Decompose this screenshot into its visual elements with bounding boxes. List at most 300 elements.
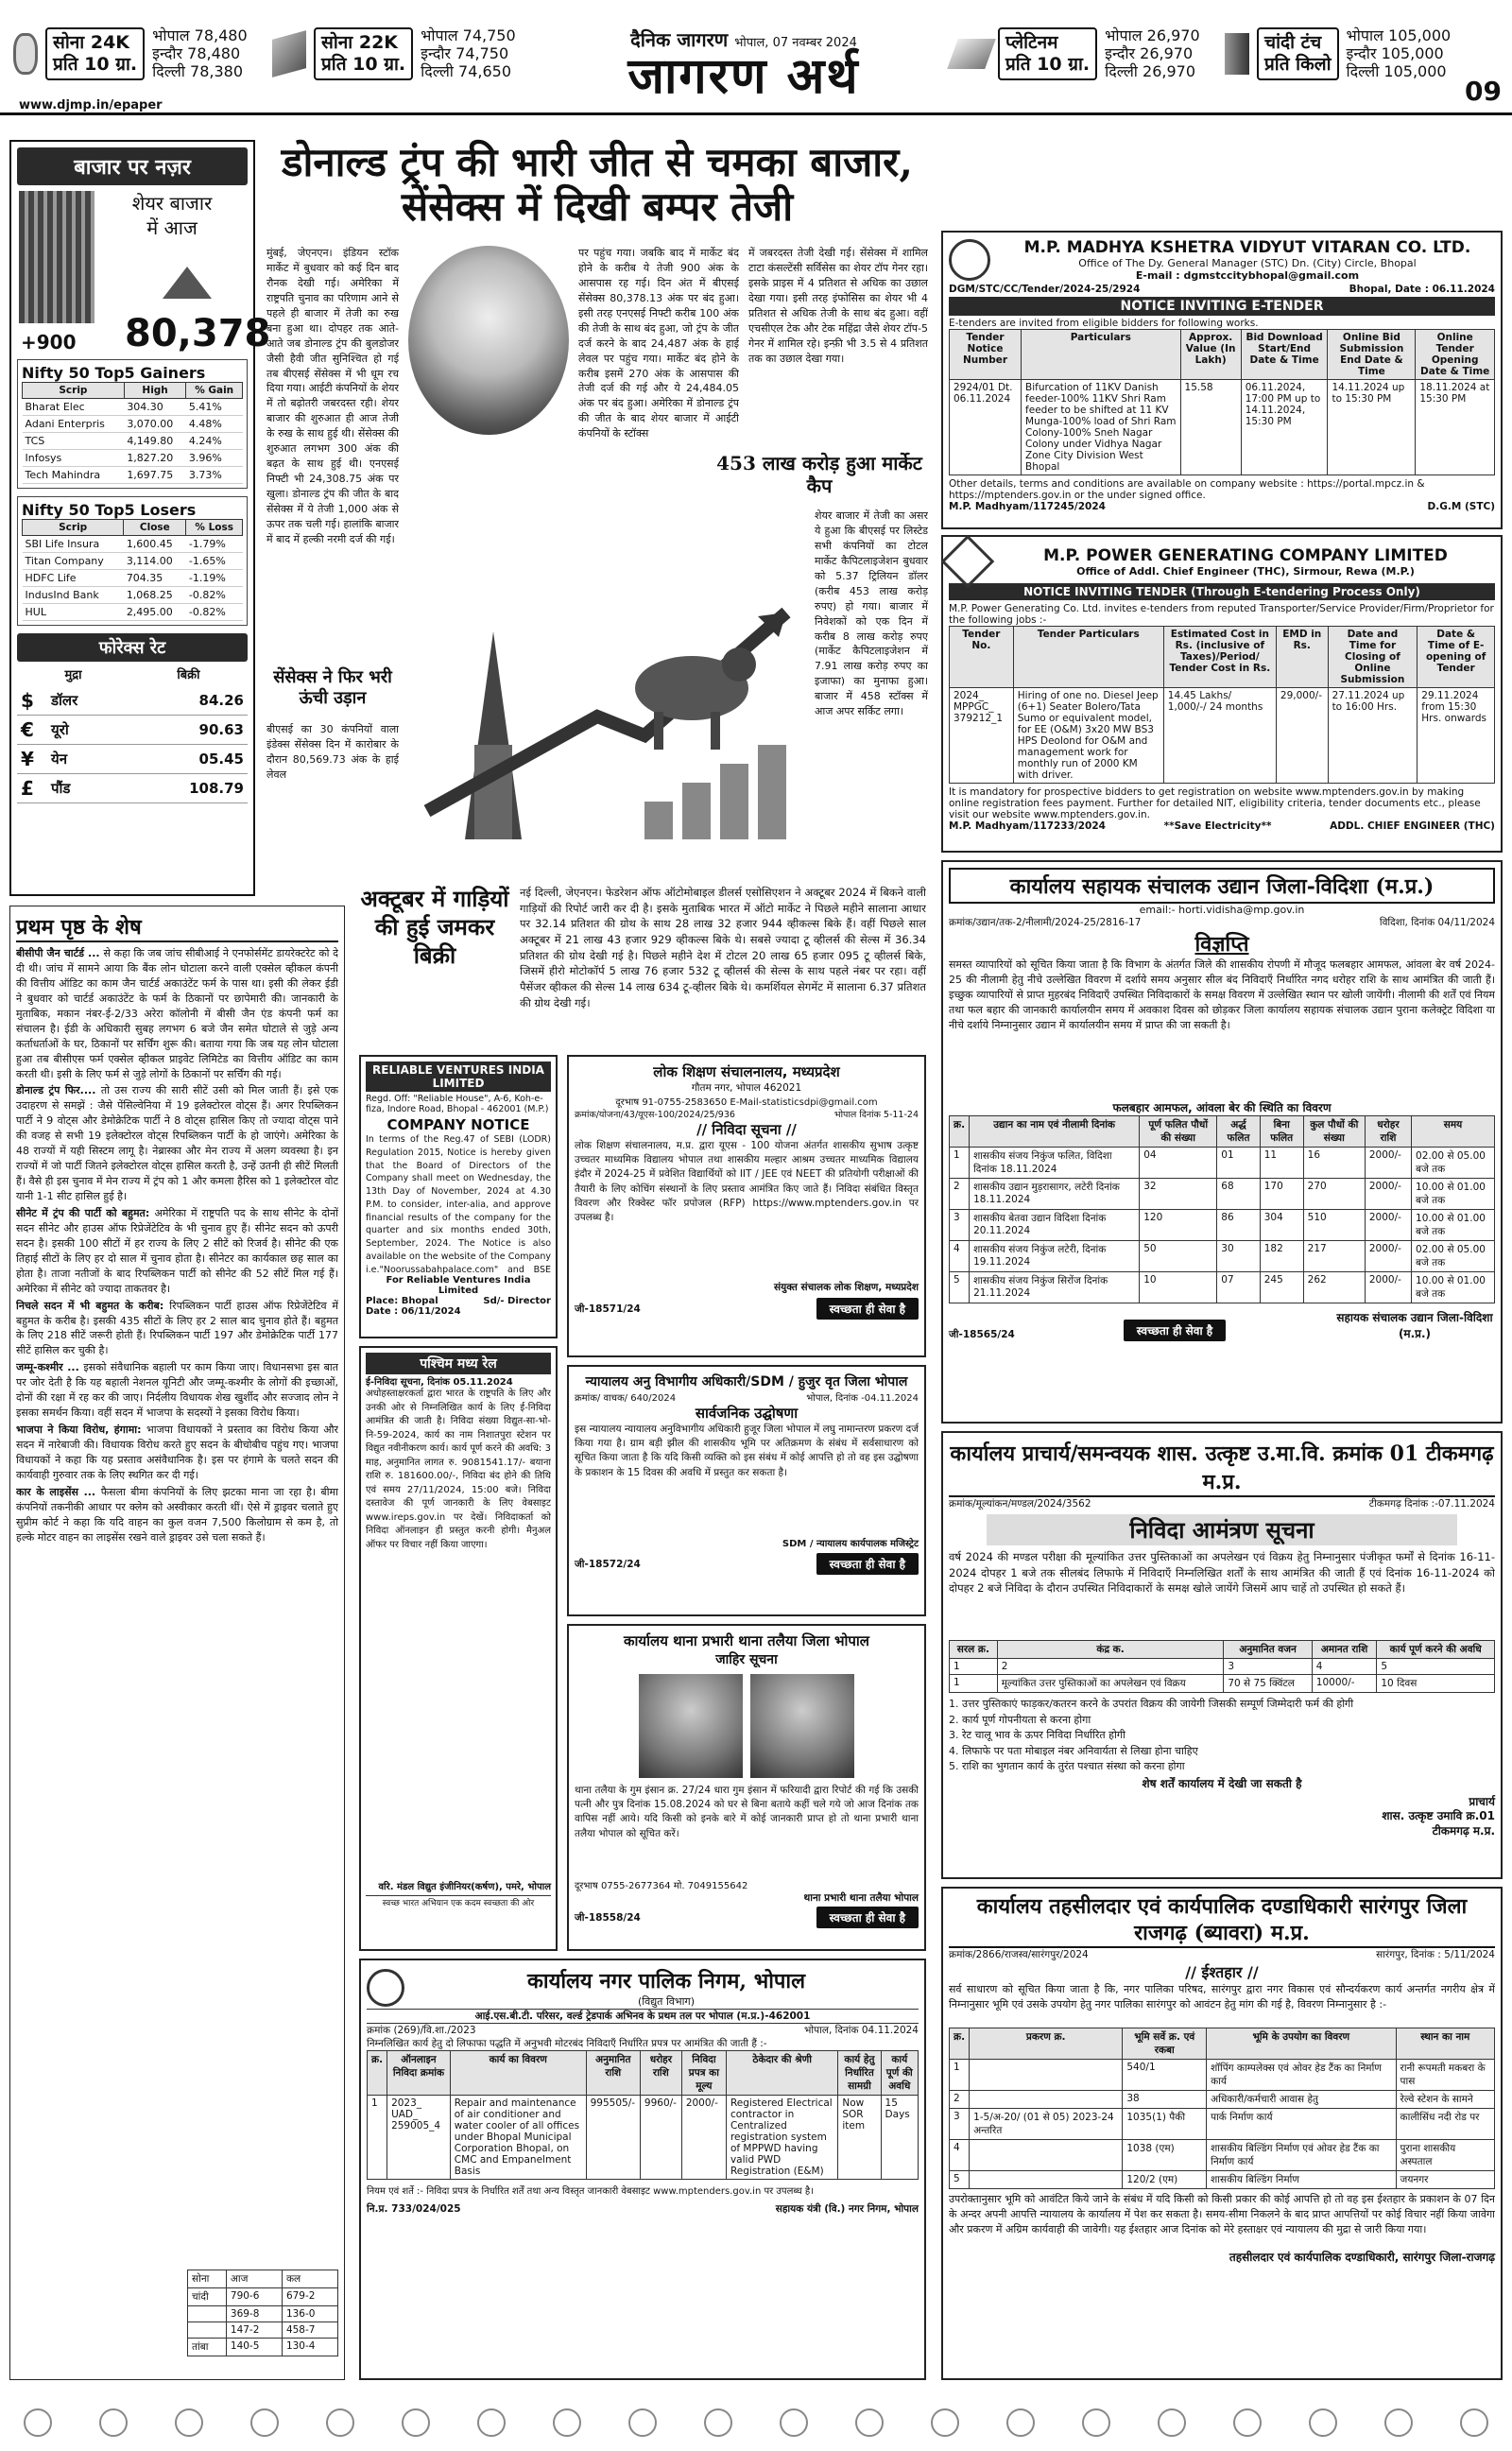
- table-cell: 10000/-: [1312, 1675, 1377, 1693]
- table-cell: 3: [950, 1210, 970, 1241]
- ad-tikamgarh: कार्यालय प्राचार्य/समन्वयक शास. उत्कृष्ट उ.मा.वि. क्रमांक 01 टीकमगढ़ म.प्र. क्रमांक/मूल्यांकन/मण्डल/2024/3562 टीकमगढ़ दिनांक :-07.11.2024 निविदा आमंत्रण सूचना वर्ष 2024 की मण्डल परीक्षा की मूल्यांकित उत्तर पुस्तिकाओं का अपलेखन एवं विक्रय हेतु निम्नानुसार पंजीकृत फर्मों से दिनांक 16-11-2024 दोपहर 1 बजे तक सीलबंद लिफाफे में निविदाएँ निम्नलिखित शर्तों के साथ आमंत्रित की जाती हैं एवं दिनांक 16-11-2024 को दोपहर 2 बजे निविदा के दौरान उपस्थित निविदाकारों के समक्ष खोले जायेंगे जिसमें आप चाहें तो उपस्थित हो सकते हैं। सरल क्र. कंद्र क. अनुमानित वजन अमानत राशि कार्य पूर्ण करने की अवधि 1 2 3 4 5 1 मूल्यांकित उत्तर पुस्तिकाओं का अपलेखन एवं विक्रय 70 से 75 क्विंटल 10000/- 10 दिवस 1. उत्तर पुस्तिकाएं फाड़कर/कतरन करने के उपरांत विक्रय की जायेगी जिसकी सम्पूर्ण जिम्मेदारी फर्म की होगी 2. कार्य पूर्ण गोपनीयता से करना होगा 3. रेट चालू भाव के ऊपर निविदा निर्धारित होगी 4. लिफाफे पर पता मोबाइल नंबर अनिवार्यता से लिखा होना चाहिए 5. राशि का भुगतान कार्य के तुरंत पश्चात संस्था को करना होगा शेष शर्तें कार्यालय में देखी जा सकती है प्राचार्य शास. उत्कृष्ट उमावि क्र.01 टीकमगढ़ म.प्र.: [941, 1431, 1503, 1879]
- footer-disc-icon: [628, 2408, 657, 2437]
- table-cell: -1.65%: [186, 553, 243, 570]
- sarangpur-row: [950, 2060, 1495, 2091]
- continued-text: अमेरिका में राष्ट्रपति पद के साथ सीनेट के दोनों सदन सीनेट और हाउस ऑफ रिप्रेजेंटेटिव के भी चुनाव हुए हैं। सीनेट सदन को ऊपरी सदन है। इसकी 100 सीटों में हर राज्य के लिए 2 सीटें को रिजर्व है। सीनेट की एक तिहाई सीटों के लिए हर दो साल में चुनाव होता है। सीनेटर का कार्यकाल छह साल का होता है। ताजा नतीजों के बाद रिपब्लिकन पार्टी को सीनेट की 52 सीटें मिल गई हैं। अमेरिका में सीनेट को ज्यादा ताकतवर है।: [16, 1206, 338, 1295]
- table-cell: 2000/-: [1365, 1179, 1411, 1210]
- loser-row: [23, 553, 243, 570]
- forex-row: [17, 716, 248, 745]
- table-cell: 1: [950, 2060, 970, 2091]
- discom-row: [950, 380, 1495, 475]
- table-cell: कालीसिंध नदी रोड पर: [1396, 2109, 1494, 2140]
- table-cell: 27.11.2024 up to 16:00 Hrs.: [1328, 688, 1418, 784]
- table-header-cell: अर्द्ध फलित: [1217, 1116, 1260, 1148]
- continued-text: फैसला बीमा कंपनियों के लिए झटका माना जा रहा है। बीमा कंपनियों तकनीकी आधार पर क्लेम को अस्वीकार करती थीं। ऐसे में ड्राइवर चलाते हुए सुप्रीम कोर्ट ने कहा कि यदि वाहन का कुल वजन 7,500 किलोग्राम से कम है, तो हल्के मोटर वाहन का लाइसेंस रखने वाले ड्राइवर उसे चला सकते हैं।: [16, 1485, 338, 1544]
- table-header-row: [23, 383, 243, 399]
- ad-lok-shikshan: लोक शिक्षण संचालनालय, मध्यप्रदेश गौतम नगर, भोपाल 462021 दूरभाष 91-0755-2583650 E-Mail-statisticsdpi@gmail.com क्रमांक/योजना/43/यूएस-100/2024/25/936 भोपाल दिनांक 5-11-24 // निविदा सूचना // लोक शिक्षण संचालनालय, म.प्र. द्वारा यूएस - 100 योजना अंतर्गत शासकीय सुभाष उत्कृष्ट उच्चतर माध्यमिक विद्यालय भोपाल तथा शासकीय मल्हार आश्रम उच्चतर माध्यमिक विद्यालय इंदौर में 2024-25 में प्रवेशित विद्यार्थियों को IIT / JEE एवं NEET की प्रतियोगी परीक्षाओं की तैयारी के लिए कोचिंग संस्थानों के लिए प्रस्ताव आमंत्रित किए जाते हैं। निविदा संबंधित विस्तृत विवरण और रिक्वेस्ट फॉर प्रपोजल (RFP) https://www.mptenders.gov.in पर उपलब्ध है। संयुक्त संचालक लोक शिक्षण, मध्यप्रदेश जी-18571/24 स्वच्छता ही सेवा है: [567, 1055, 926, 1357]
- table-header-cell: % Loss: [186, 520, 243, 536]
- term-item: 5. राशि का भुगतान कार्य के तुरंत पश्चात संस्था को करना होगा: [949, 1760, 1185, 1772]
- auto-story: [359, 885, 926, 1045]
- supplement-title: जागरण अर्थ: [627, 47, 860, 105]
- udyan-row: [950, 1179, 1495, 1210]
- bull-graphic: [408, 575, 805, 849]
- table-cell: 147-2: [226, 2322, 282, 2339]
- table-cell: 1,068.25: [124, 587, 186, 604]
- continued-paragraph: [16, 1485, 338, 1545]
- table-cell: 217: [1303, 1241, 1365, 1272]
- table-cell: HUL: [23, 604, 124, 621]
- table-cell: 01: [1217, 1148, 1260, 1179]
- table-header-cell: धरोहर राशि: [1365, 1116, 1411, 1148]
- metal-platinum: प्लेटिनम प्रति 10 ग्रा. भोपाल 26,970 इन्दौर 26,970 दिल्ली 26,970: [953, 26, 1200, 81]
- commodity-row: [188, 2270, 338, 2288]
- paper-title-block: [578, 26, 909, 105]
- table-header-row: [368, 2051, 919, 2096]
- table-cell: 15.58: [1180, 380, 1241, 475]
- municipal-table: [367, 2050, 919, 2180]
- table-header-cell: भूमि के उपयोग का विवरण: [1207, 2028, 1396, 2060]
- ad-municipal: कार्यालय नगर पालिक निगम, भोपाल (विद्युत विभाग) आई.एस.बी.टी. परिसर, वर्ल्ड ट्रेडपार्क अभिनव के प्रथम तल पर भोपाल (म.प्र.)-462001 क्रमांक (269)/वि.शा./2023 भोपाल, दिनांक 04.11.2024 निम्नलिखित कार्य हेतु दो लिफाफा पद्धति में अनुभवी मोटरबंद निविदाएँ निर्धारित प्रपत्र पर आमंत्रित की जाती हैं :- क्र. ऑनलाइन निविदा क्रमांक कार्य का विवरण अनुमानित राशि धरोहर राशि निविदा प्रपत्र का मूल्य ठेकेदार की श्रेणी कार्य हेतु निर्धारित सामग्री कार्य पूर्ण की अवधि 1 2023_ UAD_ 259005_4 Repair and maintenance of air conditioner and water cooler of all offices under Bhopal Municipal Corporation Bhopal, on CMC and Empanelment Basis 995505/- 9960/- 2000/- Registered Electrical contractor in Centralized registration system of MPPWD having valid PWD Registration (E&M) Now SOR item 15 Days नियम एवं शर्ते :- निविदा प्रपत्र के निर्धारित शर्तें तथा अन्य विस्तृत जानकारी वेबसाइट www.mptenders.gov.in पर उपलब्ध है। नि.प्र. 733/024/025 सहायक यंत्री (वि.) नगर निगम, भोपाल: [359, 1959, 926, 2380]
- table-header-cell: कार्य का विवरण: [450, 2051, 586, 2096]
- sarangpur-table: [949, 2028, 1495, 2189]
- lead-col3: में जबरदस्त तेजी देखी गई। सेंसेक्स में शामिल टाटा कंसल्टेंसी सर्विसेस का शेयर टॉप गेनर रहा। इसके प्राइस में 4 प्रतिशत से अधिक का उछाल देखा गया। इसी तरह इंफोसिस का शेयर भी 4 प्रतिशत से अधिक तेजी के साथ बंद हुआ। वहीं एचसीएल टेक और टेक महिंद्रा जैसे शेयर टॉप-5 गेनर में शामिल रहे। इन्फ़ी भी 3.5 से 4 प्रतिशत तक का उछाल देखा गया।: [748, 247, 928, 365]
- table-cell: TCS: [23, 433, 125, 450]
- lead-story: [266, 140, 928, 858]
- table-cell: 29,000/-: [1276, 688, 1328, 784]
- table-cell: 2: [950, 1179, 970, 1210]
- table-cell: 458-7: [282, 2322, 337, 2339]
- footer-disc-icon: [1158, 2408, 1186, 2437]
- table-header-cell: कार्य हेतु निर्धारित सामग्री: [838, 2051, 881, 2096]
- ad-railway: पश्चिम मध्य रेल ई-निविदा सूचना, दिनांक 05.11.2024 अधोहस्ताक्षरकर्ता द्वारा भारत के राष्ट्रपति के लिए और उनकी ओर से निम्नलिखित कार्य के लिए ई-निविदा आमंत्रित की जाती है। निविदा संख्या विद्युत-सा-भो-नि-59-2024, कार्य का नाम निशातपुरा स्टेशन पर विद्युत नवीनीकरण कार्य। कार्य पूर्ण करने की अवधि: 3 माह, अनुमानित लागत रु. 9081541.17/- बयाना राशि रु. 181600.00/-, निविदा बंद होने की तिथि एवं समय 27/11/2024, 15:00 बजे। निविदा दस्तावेज की पूर्ण जानकारी के लिए वेबसाइट www.ireps.gov.in पर देखें। निविदाकर्ता को निविदा ऑनलाइन ही प्रस्तुत करनी होगी। मैनुअल ऑफर पर विचार नहीं किया जाएगा। वरि. मंडल विद्युत इंजीनियर(कर्षण), पमरे, भोपाल स्वच्छ भारत अभियान एक कदम स्वच्छता की ओर: [359, 1346, 558, 1951]
- market-panel-title: बाजार पर नज़र: [17, 147, 248, 185]
- table-header-row: [950, 1641, 1495, 1659]
- table-cell: 30: [1217, 1241, 1260, 1272]
- table-header-cell: Date & Time of E-opening of Tender: [1418, 627, 1495, 688]
- lead-subhead-2: 453 लाख करोड़ हुआ मार्केट कैप: [716, 452, 922, 497]
- table-cell: पार्क निर्माण कार्य: [1207, 2109, 1396, 2140]
- table-cell: 3: [950, 2109, 970, 2140]
- table-header-cell: Close: [124, 520, 186, 536]
- discom-logo-icon: [949, 239, 990, 281]
- table-cell: 540/1: [1123, 2060, 1207, 2091]
- table-cell: 68: [1217, 1179, 1260, 1210]
- silver-bar-icon: [1225, 33, 1249, 75]
- table-cell: 5: [1377, 1659, 1495, 1675]
- table-cell: -0.82%: [186, 587, 243, 604]
- table-cell: शासकीय संजय निकुंज सिरोंज दिनांक 21.11.2024: [970, 1272, 1140, 1303]
- table-cell: Registered Electrical contractor in Centralized registration system of MPPWD having valid PWD Registration (E&M): [726, 2096, 837, 2180]
- table-cell: 4.24%: [186, 433, 243, 450]
- table-cell: 2024_ MPPGC_ 379212_1: [950, 688, 1014, 784]
- table-cell: 1,827.20: [124, 450, 186, 467]
- table-cell: Repair and maintenance of air conditioner and water cooler of all offices under Bhopal Municipal Corporation Bhopal, on CMC and Empanelment Basis: [450, 2096, 586, 2180]
- table-cell: शॉपिंग काम्पलेक्स एवं ओवर हेड टैंक का निर्माण कार्य: [1207, 2060, 1396, 2091]
- continued-text: भाजपा विधायकों ने प्रस्ताव का विरोध किया और सदन में नारेबाजी की। विधायक विरोध करते हुए सदन के बीचोबीच पहुंच गए। भाजपा विधायकों ने कहा कि यह प्रस्ताव असंवैधानिक है। इस पर हंगामे के चलते सदन की कार्यवाही गुरुवार तक के लिए स्थगित कर दी गई।: [16, 1424, 338, 1481]
- table-cell: 1: [950, 1675, 998, 1693]
- table-cell: 510: [1303, 1210, 1365, 1241]
- lead-col1: मुंबई, जेएनएन। इंडियन स्टॉक मार्केट में बुधवार को कई दिन बाद रौनक देखी गई। अमेरिका में राष्ट्रपति चुनाव का परिणाम आने से पहले ही बाजार में तेजी का रुख बना हुआ था। दोपहर तक आते-आते जब डोनाल्ड ट्रंप की बुलडोजर जैसी हैवी जीत सुनिश्चित हो गई तब बीएसई सेंसेक्स में भी धूम रच दिया गया। आईटी कंपनियों के शेयर में तो बढ़ोतरी जबरदस्त रही। शेयर बाजार की शुरुआत ही आज तेजी के रुख के साथ हुई थी। सेंसेक्स की शुरुआत लगभग 300 अंक की बढ़त के साथ हुई थी। एनएसई निफ्टी भी 24,308.75 अंक पर खुला। डोनाल्ड ट्रंप की जीत के बाद सेंसेक्स में ये तेजी 1,000 अंक से ऊपर तक चली गई। हालांकि बाजार में बाद में हल्की नरमी दर्ज की गई।: [266, 247, 399, 545]
- continued-paragraph: [16, 1423, 338, 1483]
- table-cell: 5: [950, 2171, 970, 2189]
- table-header-cell: Tender No.: [950, 627, 1014, 688]
- table-cell: [188, 2322, 227, 2339]
- table-cell: शासकीय संजय निकुंज फलित, विदिशा दिनांक 18.11.2024: [970, 1148, 1140, 1179]
- table-header-row: [950, 330, 1495, 380]
- currency-rate: 05.45: [198, 751, 244, 768]
- table-header-cell: कंद्र क.: [997, 1641, 1224, 1659]
- sensex-value: 80,378: [125, 312, 271, 355]
- table-cell: 10.00 से 01.00 बजे तक: [1412, 1272, 1495, 1303]
- ad-discom: M.P. MADHYA KSHETRA VIDYUT VITARAN CO. LTD. Office of The Dy. General Manager (STC) Dn. (City) Circle, Bhopal E-mail : dgmstccitybhopal@gmail.com DGM/STC/CC/Tender/2024-25/2924 Bhopal, Date : 06.11.2024 NOTICE INVITING E-TENDER E-tenders are invited from eligible bidders for following works. Tender Notice Number Particulars Approx. Value (In Lakh) Bid Download Start/End Date & Time Online Bid Submission End Date & Time Online Tender Opening Date & Time 2924/01 Dt. 06.11.2024 Bifurcation of 11KV Danish feeder-100% 11KV Shri Ram feeder to be shifted at 11 KV Munga-100% load of Shri Ram Colony-100% Sneh Nagar Colony under Vidhya Nagar Zone City Division West Bhopal 15.58 06.11.2024, 17:00 PM up to 14.11.2024, 15:30 PM 14.11.2024 up to 15:30 PM 18.11.2024 at 15:30 PM Other details, terms and conditions are available on company website : https://portal.mpcz.in & https://mptenders.gov.in or the under signed office. M.P. Madhyam/117245/2024 D.G.M (STC): [941, 231, 1503, 529]
- page-number: 09: [1465, 76, 1502, 107]
- table-header-cell: कार्य पूर्ण करने की अवधि: [1377, 1641, 1495, 1659]
- table-header-row: [950, 1116, 1495, 1148]
- footer-disc-icon: [24, 2408, 52, 2437]
- table-cell: 2: [950, 2091, 970, 2109]
- term-item: 1. उत्तर पुस्तिकाएं फाड़कर/कतरन करने के उपरांत विक्रय की जायेगी जिसकी सम्पूर्ण जिम्मेदारी फर्म की होगी: [949, 1698, 1354, 1710]
- table-cell: 2,495.00: [124, 604, 186, 621]
- footer-disc-icon: [175, 2408, 203, 2437]
- table-cell: [970, 2171, 1123, 2189]
- table-cell: शासकीय संजय निकुंज लटेरी, दिनांक 19.11.2024: [970, 1241, 1140, 1272]
- market-panel: [9, 140, 271, 896]
- table-cell: 369-8: [226, 2306, 282, 2322]
- table-cell: सोना: [188, 2270, 227, 2288]
- table-cell: 679-2: [282, 2288, 337, 2306]
- table-cell: 2023_ UAD_ 259005_4: [387, 2096, 451, 2180]
- table-header-cell: अमानत राशि: [1312, 1641, 1377, 1659]
- table-header-cell: कार्य पूर्ण की अवधि: [881, 2051, 918, 2096]
- table-cell: शासकीय बेतवा उद्यान विदिशा दिनांक 20.11.2024: [970, 1210, 1140, 1241]
- table-header-cell: High: [124, 383, 186, 399]
- table-header-cell: उद्यान का नाम एवं नीलामी दिनांक: [970, 1116, 1140, 1148]
- table-cell: 790-6: [226, 2288, 282, 2306]
- table-header-cell: प्रकरण क्र.: [970, 2028, 1123, 2060]
- table-cell: 3.96%: [186, 450, 243, 467]
- table-header-cell: क्र.: [950, 1116, 970, 1148]
- table-cell: Titan Company: [23, 553, 124, 570]
- table-cell: 32: [1140, 1179, 1217, 1210]
- table-cell: शासकीय बिल्डिंग निर्माण एवं ओवर हेड टैंक का निर्माण कार्य: [1207, 2140, 1396, 2171]
- arrow-up-icon: [163, 267, 212, 299]
- table-header-cell: Online Tender Opening Date & Time: [1416, 330, 1495, 380]
- udyan-row: [950, 1272, 1495, 1303]
- continued-text: रिपब्लिकन पार्टी हाउस ऑफ रिप्रेजेंटेटिव में बहुमत के करीब है। इसकी 435 सीटों के लिए हर 2 साल बाद चुनाव होते हैं। बहुमत के लिए 218 सीटें जरूरी होती हैं। रिपब्लिकन पार्टी 197 और डेमोक्रेटिक पार्टी 177 सीटें हासिल कर चुकी है।: [16, 1299, 338, 1357]
- udyan-table: [949, 1115, 1495, 1303]
- continued-paragraph: [16, 1299, 338, 1359]
- table-cell: Infosys: [23, 450, 125, 467]
- footer-disc-icon: [931, 2408, 959, 2437]
- table-header-cell: पूर्ण फलित पौधों की संख्या: [1140, 1116, 1217, 1148]
- table-cell: 9960/-: [640, 2096, 681, 2180]
- table-header-cell: Date and Time for Closing of Online Submission: [1328, 627, 1418, 688]
- continued-text: तो उस राज्य की सारी सीटें उसी को मिल जाती हैं। इसे एक उदाहरण से समझें : जैसे पेंसिल्वेनिया में 19 इलेक्टोरल वोट्स हैं। अगर रिपब्लिकन पार्टी ने 9 वोट्स और डेमोक्रेटिक पार्टी ने 8 वोट्स हासिल किए तो ज्यादा वोट्स पाने की वजह से सभी 19 इलेक्टोरल वोट्स रिपब्लिकन पार्टी के हो जाएंगे। अमेरिका के 48 राज्यों में यही सिस्टम लागू है। नेब्रास्का और मेन राज्य में अलग व्यवस्था है। इन राज्यों में जो पार्टी जितने इलेक्टोरल वोट्स हासिल करती है, उन्हें उतनी ही सीटें मिलती हैं। वैसे ही इस चुनाव में मेन राज्य में ट्रंप को 1 और कमला हैरिस को 1 इलेक्टोरल वोट यानी 1-1 सीट हासिल हुई है।: [16, 1084, 338, 1202]
- table-cell: [970, 2060, 1123, 2091]
- table-cell: 18.11.2024 at 15:30 PM: [1416, 380, 1495, 475]
- losers-table: Nifty 50 Top5 Losers Scrip Close % Loss SBI Life Insura 1,600.45 -1.79% Titan Company 3,114.00 -1.65% HDFC Life 704.35 -1.19% IndusInd Bank 1,068.25 -0.82% HUL 2,495.00 -0.82%: [17, 496, 248, 626]
- table-cell: 5: [950, 1272, 970, 1303]
- table-cell: 10.00 से 01.00 बजे तक: [1412, 1179, 1495, 1210]
- continued-column: [9, 906, 345, 2380]
- sarangpur-row: [950, 2171, 1495, 2189]
- auto-headline: अक्टूबर में गाड़ियों की हुई जमकर बिक्री: [360, 885, 509, 969]
- table-header-cell: भूमि सर्वे क्र. एवं रकबा: [1123, 2028, 1207, 2060]
- table-cell: 1: [950, 1659, 998, 1675]
- table-header-cell: ठेकेदार की श्रेणी: [726, 2051, 837, 2096]
- table-cell: 4,149.80: [124, 433, 186, 450]
- table-cell: 14.45 Lakhs/ 1,000/-/ 24 months: [1163, 688, 1276, 784]
- continued-text: से कहा कि जब जांच सीबीआई ने एनफोर्समेंट डायरेक्टरेट को दे दी थी। जांच में सामने आया कि बैंक लोन घोटाला करने वाली एक्सेल व्हीकल कंपनी की वित्तीय ऑडिट का काम जैन चार्टर्ड अकाउंटेंट फर्म के पास था। इसी की लेकर ईडी ने बुधवार को चार्टर्ड अकाउंटेंट के फर्म के ठिकानों पर छापेमारी की। जानकारी के मुताबिक, मकान नंबर-ई-2/33 अरेरा कॉलोनी में बीसी जैन एंड कंपनी फर्म का संचालन है। ईडी के अधिकारी सुबह लगभग 6 बजे जैन समेत घोटाले से जुड़े अन्य कर्ताधर्ताओं के घर, ठिकानों पर सर्चिंग शुरू की। बताया गया कि जब यह लोन घोटाला हुआ तब बीसीएस फर्म एक्सेल व्हीकल प्राइवेट लिमिटेड का वित्तीय ऑडिट का काम करती थी। इसी के लिए फर्म से जुड़े लोगों के ठिकानों पर सर्चिंग की गई।: [16, 947, 338, 1080]
- table-cell: 136-0: [282, 2306, 337, 2322]
- footer-disc-icon: [780, 2408, 808, 2437]
- platinum-bar-icon: [947, 39, 996, 69]
- missing-persons-photos: [575, 1674, 919, 1778]
- tikamgarh-row: [950, 1659, 1495, 1675]
- table-cell: 2000/-: [1365, 1148, 1411, 1179]
- table-cell: 2000/-: [681, 2096, 726, 2180]
- ad-reliable: RELIABLE VENTURES INDIA LIMITED Regd. Off: "Reliable House", A-6, Koh-e-fiza, Indore Road, Bhopal - 462001 (M.P.) COMPANY NOTICE In terms of the Reg.47 of SEBI (LODR) Regulation 2015, Notice is hereby given that the Board of Directors of the Company shall meet on Wednesday, the 13th Day of November, 2024 at 4.30 P.M. to consider, inter-alia, and approve financial results of the company for the quarter and six months ended 30th, September, 2024. The Notice is also available on the website of the Company i.e."Noorussabahpalace.com" and BSE For Reliable Ventures India Limited Place: Bhopal Date : 06/11/2024 Sd/- Director: [359, 1055, 558, 1338]
- metal-gold22: सोना 22K प्रति 10 ग्रा. भोपाल 74,750 इन्दौर 74,750 दिल्ली 74,650: [272, 26, 516, 81]
- loser-row: [23, 587, 243, 604]
- table-cell: जयनगर: [1396, 2171, 1494, 2189]
- table-cell: Tech Mahindra: [23, 467, 125, 484]
- power-tender-table: [949, 626, 1495, 784]
- forex-row: [17, 686, 248, 716]
- table-cell: 1,600.45: [124, 536, 186, 553]
- table-header-cell: Particulars: [1022, 330, 1181, 380]
- footer-disc-icon: [326, 2408, 354, 2437]
- table-cell: 3,070.00: [124, 416, 186, 433]
- sensex-change: +900: [21, 331, 77, 354]
- table-header-cell: Scrip: [23, 520, 124, 536]
- table-header-cell: Tender Notice Number: [950, 330, 1022, 380]
- forex-row: [17, 774, 248, 803]
- table-cell: IndusInd Bank: [23, 587, 124, 604]
- table-cell: [188, 2306, 227, 2322]
- commodity-mini-table: [187, 2270, 338, 2356]
- currency-name: येन: [51, 751, 68, 768]
- gainer-row: [23, 467, 243, 484]
- continued-subhead: डोनाल्ड ट्रंप फिर....: [16, 1084, 101, 1097]
- table-cell: 38: [1123, 2091, 1207, 2109]
- table-cell: 29.11.2024 from 15:30 Hrs. onwards: [1418, 688, 1495, 784]
- table-cell: [970, 2091, 1123, 2109]
- continued-subhead: भाजपा ने किया विरोध, हंगामा:: [16, 1424, 147, 1437]
- currency-rate: 84.26: [198, 692, 244, 709]
- table-cell: अधिकारी/कर्मचारी आवास हेतु: [1207, 2091, 1396, 2109]
- table-cell: [970, 2140, 1123, 2171]
- table-header-cell: अनुमानित राशि: [586, 2051, 640, 2096]
- table-cell: 5.41%: [186, 399, 243, 416]
- ad-court: न्यायालय अनु विभागीय अधिकारी/SDM / हुजुर वृत जिला भोपाल क्रमांक/ वाचक/ 640/2024 भोपाल, दिनांक -04.11.2024 सार्वजनिक उद्घोषणा इस न्यायालय न्यायालय अनुविभागीय अधिकारी हुजूर जिला भोपाल में लघु नामान्तरण प्रकरण दर्ज किया गया है। ग्राम बड़ी झील की शासकीय भूमि पर अतिक्रमण के संबंध में सर्वसाधारण को सूचित किया जाता है कि यदि किसी व्यक्ति को इस संबंध में कोई आपत्ति हो तो वह इस उद्घोषणा के प्रकाशन के 15 दिवस की अवधि में प्रस्तुत कर सकता है। SDM / न्यायालय कार्यपालक मजिस्ट्रेट जी-18572/24 स्वच्छता ही सेवा है: [567, 1365, 926, 1616]
- table-cell: 245: [1260, 1272, 1303, 1303]
- ad-power: M.P. POWER GENERATING COMPANY LIMITED Office of Addl. Chief Engineer (THC), Sirmour, Rewa (M.P.) NOTICE INVITING TENDER (Through E-tendering Process Only) M.P. Power Generating Co. Ltd. invites e-tenders from reputed Transporter/Service Provider/Firm/Proprietor for the following jobs :- Tender No. Tender Particulars Estimated Cost in Rs. (inclusive of Taxes)/Period/ Tender Cost in Rs. EMD in Rs. Date and Time for Closing of Online Submission Date & Time of E-opening of Tender 2024_ MPPGC_ 379212_1 Hiring of one no. Diesel Jeep (6+1) Seater Bolero/Tata Sumo or equivalent model, for EE (O&M) 3x20 MW BS3 HPS Deolond for O&M and management work for monthly run of 2000 KM with driver. 14.45 Lakhs/ 1,000/-/ 24 months 29,000/- 27.11.2024 up to 16:00 Hrs. 29.11.2024 from 15:30 Hrs. onwards It is mandatory for prospective bidders to get registration on website www.mptenders.gov.in by making online registration fees payment. Further for detailed NIT, eligibility criteria, tender documents etc., please visit our website www.mptenders.gov.in. M.P. Madhyam/117233/2024 **Save Electricity** ADDL. CHIEF ENGINEER (THC): [941, 535, 1503, 853]
- metal-gold24: सोना 24K प्रति 10 ग्रा. भोपाल 78,480 इन्दौर 78,480 दिल्ली 78,380: [13, 26, 248, 81]
- website-link[interactable]: www.djmp.in/epaper: [19, 98, 163, 112]
- table-cell: 1035(1) पैकी: [1123, 2109, 1207, 2140]
- table-cell: 1,697.75: [124, 467, 186, 484]
- table-cell: 4.48%: [186, 416, 243, 433]
- tikamgarh-table: [949, 1640, 1495, 1693]
- table-cell: 2000/-: [1365, 1210, 1411, 1241]
- footer-disc-icon: [553, 2408, 581, 2437]
- continued-paragraph: [16, 1083, 338, 1204]
- gainer-row: [23, 399, 243, 416]
- table-cell: 4: [950, 1241, 970, 1272]
- table-cell: Now SOR item: [838, 2096, 881, 2180]
- table-cell: 02.00 से 05.00 बजे तक: [1412, 1148, 1495, 1179]
- table-cell: 16: [1303, 1148, 1365, 1179]
- sensex-label-1: शेयर बाजार: [131, 192, 213, 215]
- table-header-cell: अनुमानित वजन: [1224, 1641, 1312, 1659]
- table-cell: Adani Enterpris: [23, 416, 125, 433]
- footer-disc-icon: [704, 2408, 732, 2437]
- table-header-row: [950, 2028, 1495, 2060]
- sarangpur-row: [950, 2140, 1495, 2171]
- table-cell: 304.30: [124, 399, 186, 416]
- footer-disc-icon: [1233, 2408, 1262, 2437]
- paper-name: दैनिक जागरण: [630, 28, 729, 51]
- currency-icon: £: [21, 777, 34, 800]
- table-cell: 2: [997, 1659, 1224, 1675]
- table-cell: 1: [368, 2096, 387, 2180]
- metal-silver: चांदी टंच प्रति किलो भोपाल 105,000 इन्दौर 105,000 दिल्ली 105,000: [1225, 26, 1451, 81]
- loser-row: [23, 604, 243, 621]
- power-logo-icon: [941, 535, 995, 589]
- table-cell: 11: [1260, 1148, 1303, 1179]
- table-header-cell: सरल क्र.: [950, 1641, 998, 1659]
- commodity-row: [188, 2322, 338, 2339]
- table-cell: रानी रूपमती मकबरा के पास: [1396, 2060, 1494, 2091]
- table-cell: 3.73%: [186, 467, 243, 484]
- continued-paragraph: [16, 1206, 338, 1297]
- table-cell: 120: [1140, 1210, 1217, 1241]
- table-cell: Bharat Elec: [23, 399, 125, 416]
- lead-col2: पर पहुंच गया। जबकि बाद में मार्केट बंद होने के करीब ये तेजी 900 अंक के आसपास रह गई। दिन अंत में बीएसई सेंसेक्स 80,378.13 अंक पर बंद हुआ। इसी तरह एनएसई निफ्टी करीब 100 अंक की तेजी के साथ बंद हुआ, जो ट्रंप के जीत दर्ज करने के बाद 24,487 अंक के हाई लेवल पर पहुंच गया। मार्केट बंद होने के करीब इसमें 270 अंक के आसपास की तेजी दर्ज की गई और ये 24,484.05 अंक पर बंद हुआ। अमेरिका में डोनाल्ड ट्रंप की जीत के बाद शेयर बाजार में आईटी कंपनियों के स्टॉक्स: [578, 247, 739, 440]
- table-header-cell: निविदा प्रपत्र का मूल्य: [681, 2051, 726, 2096]
- commodity-row: [188, 2306, 338, 2322]
- udyan-row: [950, 1210, 1495, 1241]
- table-cell: 15 Days: [881, 2096, 918, 2180]
- table-cell: 995505/-: [586, 2096, 640, 2180]
- table-header-cell: Approx. Value (In Lakh): [1180, 330, 1241, 380]
- commodity-row: [188, 2339, 338, 2356]
- discom-tender-table: [949, 329, 1495, 475]
- masthead: [0, 0, 1512, 115]
- table-cell: 262: [1303, 1272, 1365, 1303]
- table-cell: 1-5/अ-20/ (01 से 05) 2023-24 अन्तरित: [970, 2109, 1123, 2140]
- footer-disc-icon: [99, 2408, 128, 2437]
- table-cell: 04: [1140, 1148, 1217, 1179]
- lead-col1b: बीएसई का 30 कंपनियों वाला इंडेक्स सेंसेक्स दिन में कारोबार के दौरान 80,569.73 अंक के हाई लेवल: [266, 723, 399, 781]
- lead-col3b: शेयर बाजार में तेजी का असर ये हुआ कि बीएसई पर लिस्टेड सभी कंपनियों का टोटल मार्केट कैपिटलाइजेशन बुधवार को 5.37 ट्रिलियन डॉलर (करीब 453 लाख करोड़ रुपए) हो गया। बाजार में निवेशकों को एक दिन में करीब 8 लाख करोड़ रुपए (मार्केट कैपिटलाइजेशन में 7.91 लाख करोड़ रुपए का इजाफा) का मुनाफा हुआ। बाजार में 458 स्टॉक्स में आज अपर सर्किट लगा।: [815, 509, 928, 718]
- table-header-cell: क्र.: [368, 2051, 387, 2096]
- table-cell: 182: [1260, 1241, 1303, 1272]
- footer-disc-icon: [855, 2408, 884, 2437]
- table-header-cell: Bid Download Start/End Date & Time: [1241, 330, 1328, 380]
- table-cell: 06.11.2024, 17:00 PM up to 14.11.2024, 15:30 PM: [1241, 380, 1328, 475]
- table-cell: 10 दिवस: [1377, 1675, 1495, 1693]
- continued-sections: [16, 946, 338, 2270]
- footer-disc-icon: [402, 2408, 430, 2437]
- table-header-cell: Online Bid Submission End Date & Time: [1328, 330, 1416, 380]
- loser-row: [23, 570, 243, 587]
- municipal-logo-icon: [367, 1969, 404, 2007]
- footer-disc-icon: [1384, 2408, 1413, 2437]
- trump-photo: [408, 246, 569, 435]
- currency-name: पौंड: [51, 780, 71, 797]
- commodity-row: [188, 2288, 338, 2306]
- gainer-row: [23, 433, 243, 450]
- continued-subhead: बीसीपी जैन चार्टर्ड ...: [16, 947, 104, 959]
- currency-icon: ¥: [21, 748, 34, 770]
- footer-disc-icon: [1309, 2408, 1337, 2437]
- table-cell: शासकीय बिल्डिंग निर्माण: [1207, 2171, 1396, 2189]
- udyan-row: [950, 1148, 1495, 1179]
- table-cell: 1038 (एम): [1123, 2140, 1207, 2171]
- municipal-row: [368, 2096, 919, 2180]
- term-item: 3. रेट चालू भाव के ऊपर निविदा निर्धारित होगी: [949, 1729, 1125, 1741]
- table-header-cell: EMD in Rs.: [1276, 627, 1328, 688]
- power-row: [950, 688, 1495, 784]
- continued-paragraph: [16, 1360, 338, 1421]
- footer-disc-icon: [477, 2408, 506, 2437]
- forex-table: फोरेक्स रेट मुद्रा बिक्री $ डॉलर 84.26 € यूरो 90.63 ¥ येन 05.45 £ पौंड 108.79: [17, 633, 248, 803]
- table-header-cell: % Gain: [186, 383, 243, 399]
- continued-subhead: कार के लाइसेंस ...: [16, 1485, 101, 1498]
- currency-icon: $: [21, 689, 34, 712]
- currency-name: डॉलर: [51, 692, 78, 709]
- ad-udyan: कार्यालय सहायक संचालक उद्यान जिला-विदिशा (म.प्र.) email:- horti.vidisha@mp.gov.in क्रमांक/उद्यान/तक-2/नीलामी/2024-25/2816-17 विदिशा, दिनांक 04/11/2024 विज्ञप्ति समस्त व्यापारियों को सूचित किया जाता है कि विभाग के अंतर्गत जिले की शासकीय रोपणी में मौजूद फलबहार आमफल, आंवला बेर वर्ष 2024-25 की नीलामी हेतु नीचे उल्लेखित विवरण में दर्शाये समय अनुसार सील बंद निविदाएँ निर्धारित नगद धरोहर राशि के साथ आमंत्रित की जाती हैं। इच्छुक व्यापारियों से प्राप्त मुहरबंद निविदाएँ उपस्थित निविदाकारों के समक्ष विवरण में उल्लेखित स्थान पर खोली जायेंगी। नीलामी की शर्तें एवं नियम तथा फल बहार की जानकारी कार्यालयीन समय में अवकाश दिवस को छोड़कर जिला कार्यालय सहायक संचालक उद्यान पुराना कलेक्ट्रेट विदिशा या नीचे दर्शाये निम्नानुसार उद्यान में कार्यालयीन समय में प्राप्त की जा सकती है। फलबहार आमफल, आंवला बेर की स्थिति का विवरण क्र. उद्यान का नाम एवं नीलामी दिनांक पूर्ण फलित पौधों की संख्या अर्द्ध फलित बिना फलित कुल पौधों की संख्या धरोहर राशि समय 1 शासकीय संजय निकुंज फलित, विदिशा दिनांक 18.11.2024 04 01 11 16 2000/- 02.00 से 05.00 बजे तक 2 शासकीय उद्यान मुड़रासागर, लटेरी दिनांक 18.11.2024 32 68 170 270 2000/- 10.00 से 01.00 बजे तक 3 शासकीय बेतवा उद्यान विदिशा दिनांक 20.11.2024 120 86 304 510 2000/- 10.00 से 01.00 बजे तक 4 शासकीय संजय निकुंज लटेरी, दिनांक 19.11.2024 50 30 182 217 2000/- 02.00 से 05.00 बजे तक 5 शासकीय संजय निकुंज सिरोंज दिनांक 21.11.2024 10 07 245 262 2000/- 10.00 से 01.00 बजे तक जी-18565/24 स्वच्छता ही सेवा है सहायक संचालक उद्यान जिला-विदिशा (म.प्र.): [941, 860, 1503, 1424]
- table-cell: मूल्यांकित उत्तर पुस्तिकाओं का अपलेखन एवं विक्रय: [997, 1675, 1224, 1693]
- table-header-cell: क्र.: [950, 2028, 970, 2060]
- forex-row: [17, 745, 248, 774]
- edition-line: भोपाल, 07 नवम्बर 2024: [734, 36, 857, 50]
- table-header-cell: समय: [1412, 1116, 1495, 1148]
- table-cell: SBI Life Insura: [23, 536, 124, 553]
- term-item: 4. लिफाफे पर पता मोबाइल नंबर अनिवार्यता से लिखा होना चाहिए: [949, 1744, 1198, 1757]
- table-cell: 4: [950, 2140, 970, 2171]
- table-cell: Hiring of one no. Diesel Jeep (6+1) Seater Bolero/Tata Sumo or equivalent model, for EE (O&M) 3x20 MW BS3 HPS Deolond for O&M and management work for monthly run of 2000 KM with driver.: [1013, 688, 1163, 784]
- currency-name: यूरो: [51, 721, 69, 738]
- continued-subhead: निचले सदन में भी बहुमत के करीब:: [16, 1299, 170, 1312]
- table-cell: 2000/-: [1365, 1272, 1411, 1303]
- continued-text: इसको संवैधानिक बहाली पर काम किया जाए। विधानसभा इस बात पर जोर देती है कि यह बहाली नेशनल यूनिटी और जम्मू-कश्मीर के लोगों की इच्छाओं, दोनों की रक्षा में रह कर की जाए। निर्दलीय विधायक शेख खुर्शीद और सज्जाद लोन ने इसका समर्थन किया। वहीं सदन में भाजपा के सदस्यों ने इसका विरोध किया।: [16, 1361, 338, 1420]
- table-cell: 14.11.2024 up to 15:30 PM: [1328, 380, 1416, 475]
- table-cell: 07: [1217, 1272, 1260, 1303]
- loser-row: [23, 536, 243, 553]
- currency-rate: 108.79: [189, 780, 244, 797]
- table-cell: 10.00 से 01.00 बजे तक: [1412, 1210, 1495, 1241]
- udyan-row: [950, 1241, 1495, 1272]
- table-cell: 10: [1140, 1272, 1217, 1303]
- footer-disc-icon: [1082, 2408, 1110, 2437]
- gold-bar-icon: [272, 30, 306, 78]
- table-cell: 70 से 75 क्विंटल: [1224, 1675, 1312, 1693]
- ad-sarangpur: कार्यालय तहसीलदार एवं कार्यपालिक दण्डाधिकारी सारंगपुर जिला राजगढ़ (ब्यावरा) म.प्र. क्रमांक/2866/राजस्व/सारंगपुर/2024 सारंगपुर, दिनांक : 5/11/2024 // ईश्तहार // सर्व साधारण को सूचित किया जाता है कि, नगर पालिका परिषद, सारंगपुर द्वारा नगर विकास एवं सौन्दर्यकरण कार्य अन्तर्गत नगरीय क्षेत्र में निम्नानुसार भूमि एवं उसके उपयोग हेतु नगर पालिका सारंगपुर को आवंटन हेतु मांग की गई है, विवरण निम्नानुसार है :- क्र. प्रकरण क्र. भूमि सर्वे क्र. एवं रकबा भूमि के उपयोग का विवरण स्थान का नाम 1 540/1 शॉपिंग काम्पलेक्स एवं ओवर हेड टैंक का निर्माण कार्य रानी रूपमती मकबरा के पास 2 38 अधिकारी/कर्मचारी आवास हेतु रेल्वे स्टेशन के सामने 3 1-5/अ-20/ (01 से 05) 2023-24 अन्तरित 1035(1) पैकी पार्क निर्माण कार्य कालीसिंध नदी रोड पर 4 1038 (एम) शासकीय बिल्डिंग निर्माण एवं ओवर हेड टैंक का निर्माण कार्य पुराना शासकीय अस्पताल 5 120/2 (एम) शासकीय बिल्डिंग निर्माण जयनगर उपरोक्तानुसार भूमि को आवंटित किये जाने के संबंध में यदि किसी को किसी प्रकार की कोई आपत्ति हो तो वह इस ईश्तहार के प्रकाशन के 07 दिन के अन्दर अपनी आपत्ति न्यायालय के कार्यालय में पेश कर सकता है। समय-सीमा निकलने के बाद प्राप्त आपत्तियों पर कोई विचार नहीं किया जावेगा और प्रकरण में अग्रिम कार्यवाही की जावेगी। यह ईश्तहार आज दिनांक को मेरे हस्ताक्षर एवं न्यायालय की मुद्रा से जारी किया गया। तहसीलदार एवं कार्यपालिक दण्डाधिकारी, सारंगपुर जिला-राजगढ़: [941, 1887, 1503, 2380]
- table-cell: -1.19%: [186, 570, 243, 587]
- table-cell: HDFC Life: [23, 570, 124, 587]
- footer-disc-icon: [250, 2408, 279, 2437]
- table-cell: -1.79%: [186, 536, 243, 553]
- sarangpur-row: [950, 2091, 1495, 2109]
- table-header-row: [950, 627, 1495, 688]
- table-cell: 140-5: [226, 2339, 282, 2356]
- table-cell: रेल्वे स्टेशन के सामने: [1396, 2091, 1494, 2109]
- currency-rate: 90.63: [198, 721, 244, 738]
- table-cell: 4: [1312, 1659, 1377, 1675]
